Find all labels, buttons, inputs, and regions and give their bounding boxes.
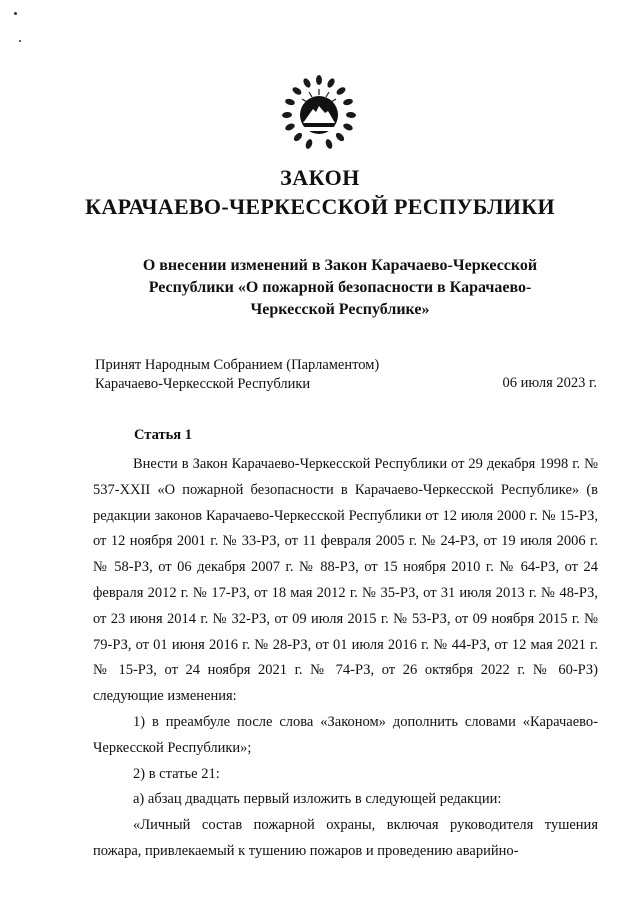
- article-paragraph: 2) в статье 21:: [133, 765, 220, 782]
- adoption-statement: [95, 356, 379, 394]
- scan-speck: [14, 12, 17, 15]
- article-heading: Статья 1: [134, 427, 192, 443]
- article-paragraph: а) абзац двадцать первый изложить в следующей редакции:: [133, 791, 502, 808]
- adoption-date: 06 июля 2023 г.: [502, 375, 597, 391]
- adoption-line-1: Принят Народным Собранием (Парламентом): [95, 357, 380, 373]
- republic-title: КАРАЧАЕВО-ЧЕРКЕССКОЙ РЕСПУБЛИКИ: [85, 194, 555, 219]
- law-subtitle: О внесении изменений в Закон Карачаево-Черкесской Республики «О пожарной безопасности в Карачаево-Черкесской Республике»: [142, 257, 538, 318]
- scan-speck: [19, 40, 21, 42]
- article-paragraph: 1) в преамбуле после слова «Законом» дополнить словами «Карачаево-Черкесской Республики»;: [93, 713, 598, 756]
- adoption-line-2: Карачаево-Черкесской Республики: [95, 376, 311, 392]
- republic-emblem-seal: [281, 75, 357, 151]
- article-body: [93, 452, 598, 865]
- article-paragraph: «Личный состав пожарной охраны, включая руководителя тушения пожара, привлекаемый к тушению пожаров и проведению аварийно-: [93, 817, 598, 859]
- law-title: ЗАКОН: [280, 165, 360, 190]
- article-paragraph: Внести в Закон Карачаево-Черкесской Республики от 29 декабря 1998 г. № 537-XXII «О пожарной безопасности в Карачаево-Черкесской Республике» (в редакции законов Карачаево-Черкесской Республики от 12 июля 2000 г. № 15-РЗ, от 12 ноября 2001 г. № 33-РЗ, от 11 февраля 2005 г. № 24-РЗ, от 19 июля 2006 г. № 58-РЗ, от 06 декабря 2007 г. № 88-РЗ, от 15 ноября 2010 г. № 64-РЗ, от 24 февраля 2012 г. № 17-РЗ, от 18 мая 2012 г. № 35-РЗ, от 31 июля 2013 г. № 48-РЗ, от 23 июня 2014 г. № 32-РЗ, от 09 июля 2015 г. № 53-РЗ, от 09 ноября 2015 г. № 79-РЗ, от 01 июня 2016 г. № 28-РЗ, от 01 июля 2016 г. № 44-РЗ, от 12 мая 2021 г. № 15-РЗ, от 24 ноября 2021 г. № 74-РЗ, от 26 октября 2022 г. № 60-РЗ) следующие изменения:: [93, 456, 598, 705]
